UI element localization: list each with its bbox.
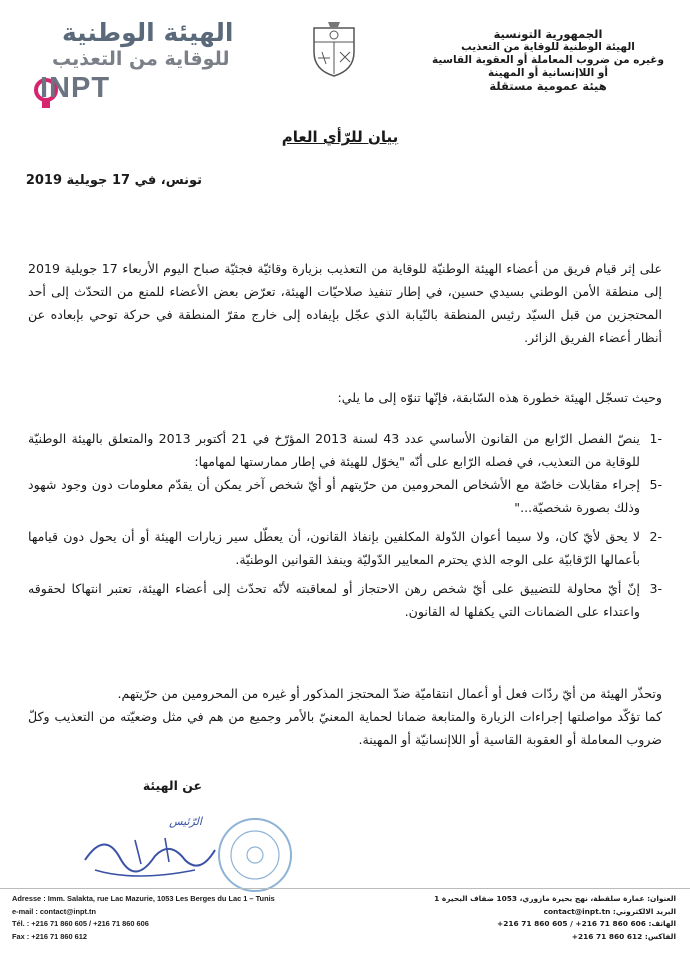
institution-header [428, 28, 668, 93]
header-authority: الهيئة الوطنية للوقاية من التعذيب [461, 41, 635, 53]
list-item-text: إنّ أيّ محاولة للتضييق على أيّ شخص رهن الاحتجاز أو لمعاقبته لأنّه تحدّث إلى أعضاء الهيئة، تعتبر انتهاكا لحقوقه واعتداء على الضمانات التي يكفلها له القانون. [28, 581, 640, 619]
header-line4: أو اللاإنسانية أو المهينة [488, 67, 608, 79]
list-item [28, 525, 662, 571]
coat-of-arms-icon [308, 18, 360, 78]
paragraph-3 [28, 682, 662, 751]
paragraph-1 [28, 257, 662, 349]
document-date: تونس، في 17 جويلية 2019 [25, 173, 202, 188]
logo-abbreviation: INPT [40, 72, 111, 104]
footer-fax-fr: Fax : +216 71 860 612 [12, 931, 87, 941]
list-item-number: -1 [649, 431, 662, 446]
logo-arabic-line2: للوقاية من التعذيب [52, 48, 230, 70]
footer-arabic [434, 893, 676, 943]
footer-french [12, 893, 275, 943]
footer-tel-fr: Tél. : +216 71 860 605 / +216 71 860 606 [12, 919, 149, 928]
header-line5: هيئة عمومية مستقلة [489, 79, 607, 93]
list-item [28, 427, 662, 473]
logo-arabic-line1: الهيئة الوطنية [62, 18, 234, 47]
signature-on-behalf: عن الهيئة [142, 778, 202, 793]
header-line3: وغيره من ضروب المعاملة أو العقوبة القاسية [431, 54, 665, 66]
list-item-number: -5 [649, 477, 662, 492]
list-item [28, 473, 662, 519]
handwritten-signature [75, 820, 225, 890]
list-item-text: لا يحق لأيّ كان، ولا سيما أعوان الدّولة المكلفين بإنفاذ القانون، أن يعطّل سير زيارات الهيئة أو أن يحول دون قيامها بأعمالها الرّقابيّة على الوجه الذي يحترم المعايير الدّوليّة وينفذ القوانين الوطنيّة. [28, 529, 640, 567]
list-item-text: إجراء مقابلات خاصّة مع الأشخاص المحرومين من حرّيتهم أو أيّ شخص آخر يمكن أن يقدّم معلومات دون وجود شهود وذلك بصورة شخصيّة..." [28, 477, 640, 515]
document-title: بيان للرّأي العام [281, 128, 399, 146]
footer-address-ar: العنوان: عمارة سلقطة، نهج بحيرة مازوري، 1053 ضفاف البحيرة 1 [434, 894, 676, 903]
list-item [28, 577, 662, 623]
footer-address-fr: Adresse : Imm. Salakta, rue Lac Mazurie, 1053 Les Berges du Lac 1 – Tunis [12, 894, 275, 903]
footer-divider [0, 888, 690, 889]
footer-tel-ar: الهاتف: 606 860 71 216+ / 605 860 71 216+ [496, 919, 676, 928]
paragraph-3b-text: كما تؤكّد مواصلتها إجراءات الزيارة والمتابعة ضمانا لحماية المعنيّ بالأمر وجميع من هم في مثل وضعيّته من التعذيب وكلّ ضروب المعاملة أو العقوبة القاسية أو اللاإنسانيّة أو المهينة. [28, 709, 662, 747]
signature-role: الرّئيس [169, 815, 202, 828]
footer-email-ar: البريد الالكتروني: contact@inpt.tn [543, 906, 676, 916]
header-republic: الجمهورية التونسية [493, 27, 603, 41]
footer-fax-ar: الفاكس: 612 860 71 216+ [571, 931, 676, 941]
list-item-number: -2 [649, 529, 662, 544]
paragraph-3a-text: وتحذّر الهيئة من أيّ ردّات فعل أو أعمال انتقاميّة ضدّ المحتجز المذكور أو غيره من المحرومين من حرّيتهم. [117, 686, 662, 701]
list-item-number: -3 [649, 581, 662, 596]
footer-email-fr: e-mail : contact@inpt.tn [12, 906, 96, 916]
list-item-text: ينصّ الفصل الرّابع من القانون الأساسي عدد 43 لسنة 2013 المؤرّخ في 21 أكتوبر 2013 والمتعلق بالهيئة الوطنيّة للوقاية من التعذيب، في فصله الرّابع على أنّه "يخوّل للهيئة في إطار ممارستها لمهامها: [28, 431, 640, 469]
official-stamp [215, 815, 295, 895]
paragraph-2 [28, 386, 662, 409]
paragraph-2-text: وحيث تسجّل الهيئة خطورة هذه السّابقة، فإنّها تنوّه إلى ما يلي: [337, 390, 662, 405]
points-list [28, 427, 662, 623]
paragraph-1-text: على إثر قيام فريق من أعضاء الهيئة الوطنيّة للوقاية من التعذيب بزيارة وقائيّة فجئيّة صباح اليوم الأربعاء 17 جويلية 2019 إلى منطقة الأمن الوطني بسيدي حسين، في إطار تنفيذ صلاحيّات الهيئة، تعرّض بعض الأعضاء للمنع من التحدّث إلى أحد المحتجزين من قبل السيّد رئيس المنطقة بالنّيابة الذي عجّل بإيفاده إلى خارج مقرّ المنطقة في حركة توحي بإبعاده عن أنظار أعضاء الفريق الزائر. [28, 261, 662, 345]
